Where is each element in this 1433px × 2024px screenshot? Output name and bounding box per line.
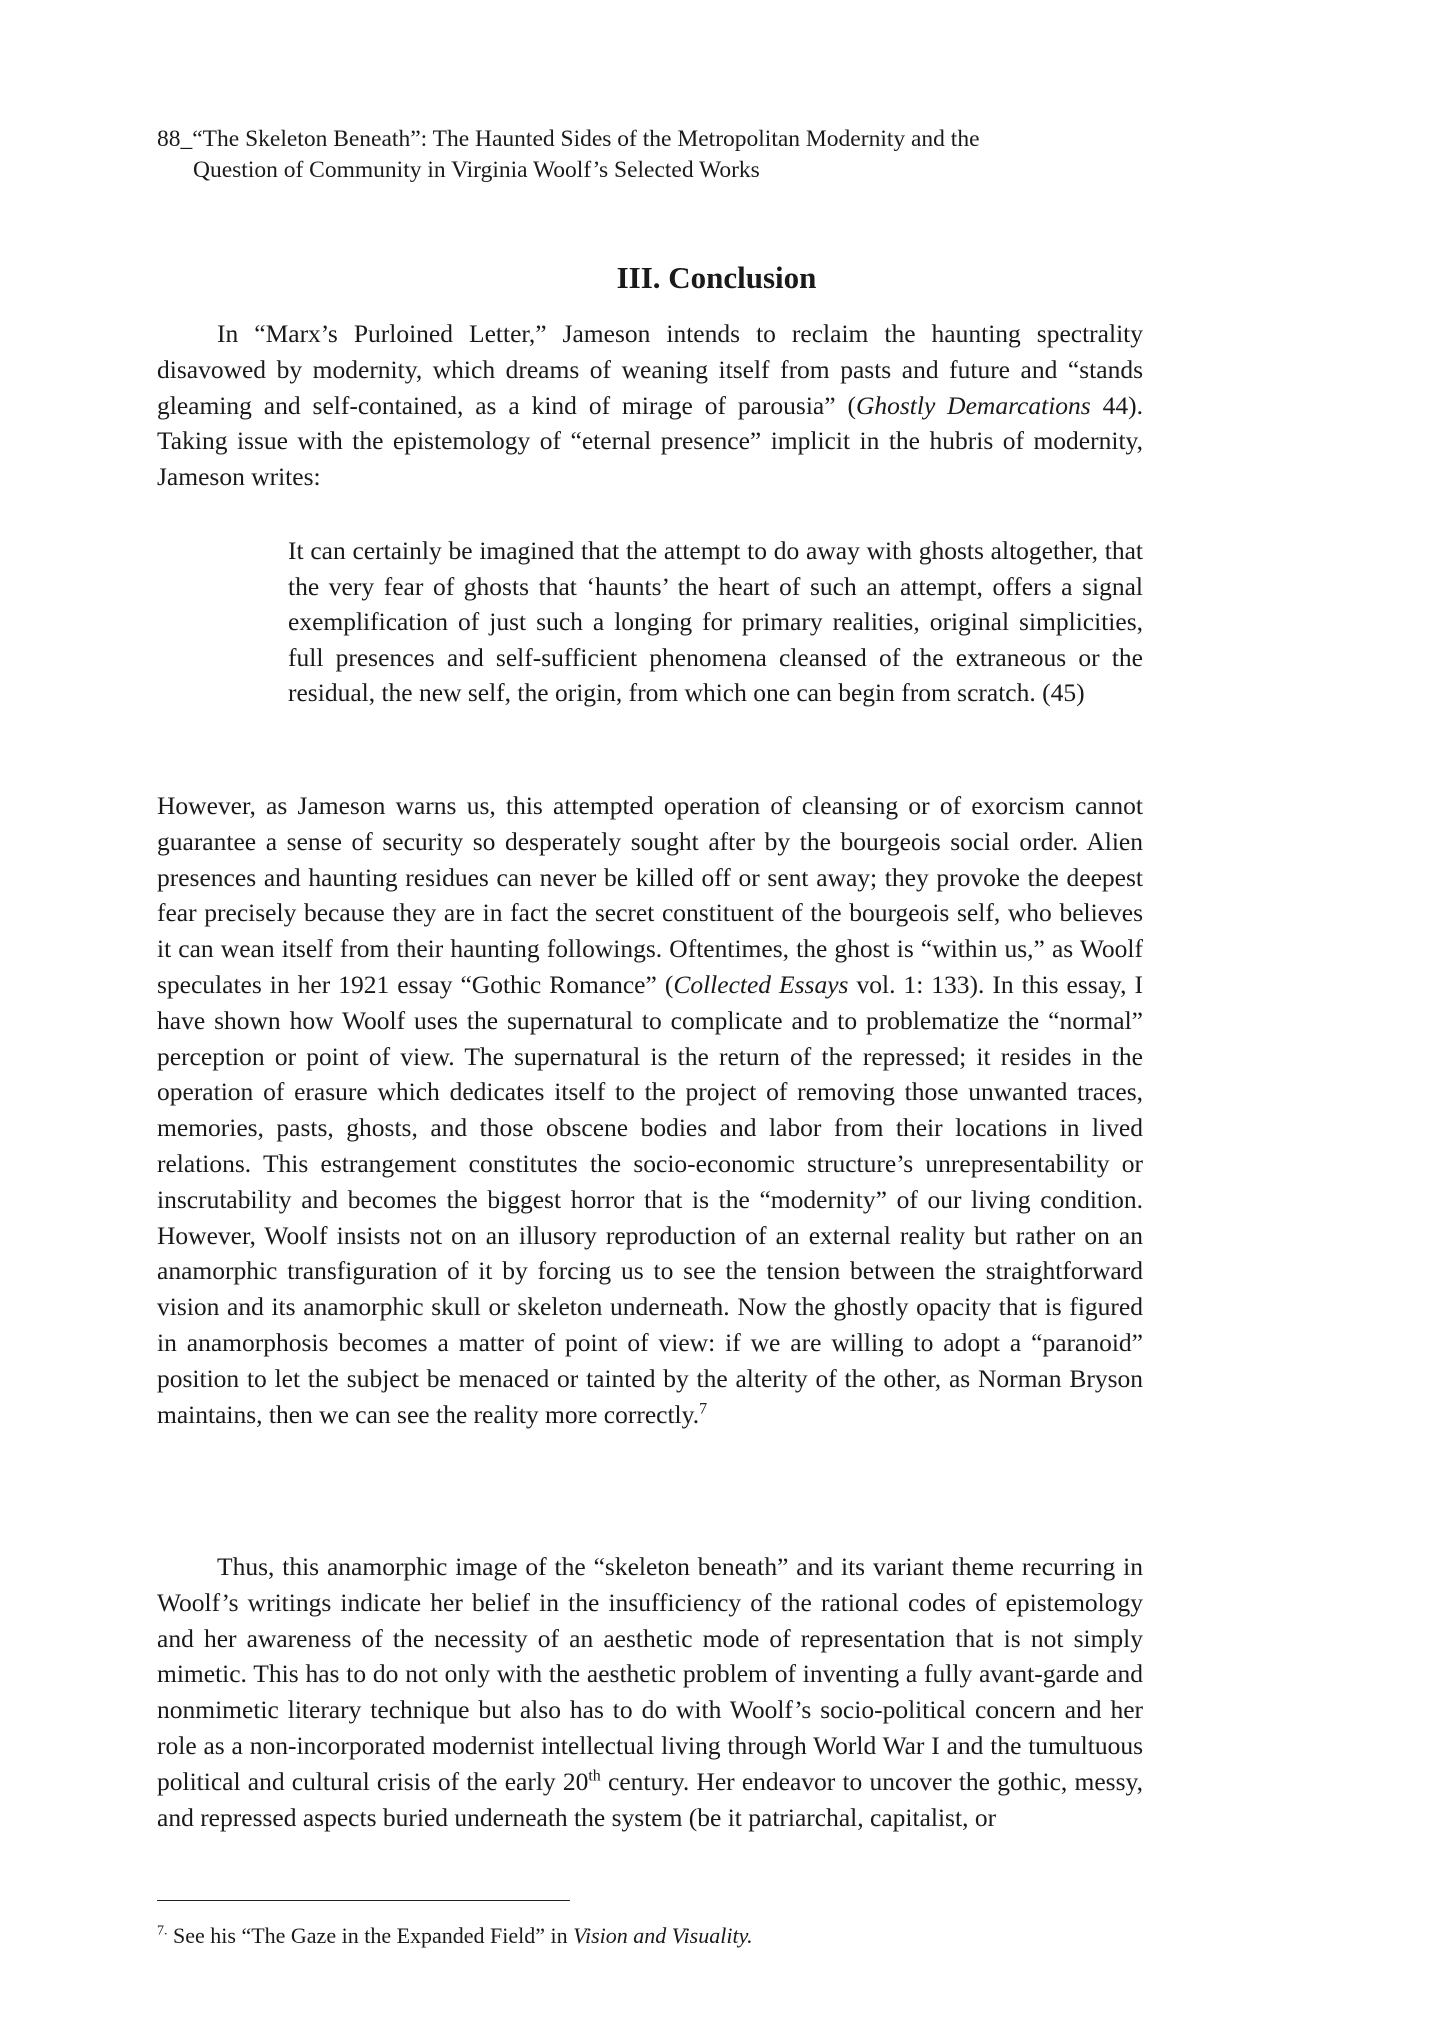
paragraph-2-text-a: However, as Jameson warns us, this attempted operation of cleansing or of exorcism cannot guarantee a sense of security so desperately sought after by the bourgeois social order. Alien presences and haunting residues can never be killed off or sent away; they provoke the deepest fear precisely because they are in fact the secret constituent of the bourgeois self, who believes it can wean itself from their haunting followings. Oftentimes, the ghost is “within us,” as Woolf speculates in her 1921 essay “Gothic Romance” ( <box>157 791 1143 999</box>
paragraph-1 <box>157 316 1143 495</box>
paragraph-3-text-b: century. Her endeavor to uncover the gothic, messy, and repressed aspects buried underneath the system (be it patriarchal, capitalist, or <box>157 1766 1143 1832</box>
section-title: III. Conclusion <box>616 260 817 295</box>
running-head-line-2: Question of Community in Virginia Woolf’s Selected Works <box>193 157 760 183</box>
page-number: 88 <box>157 126 181 152</box>
paragraph-2 <box>157 788 1143 1432</box>
footnote-reference: 7 <box>699 1400 708 1418</box>
footnote-marker: 7. <box>157 1923 168 1939</box>
citation-title-collected-essays: Collected Essays <box>673 969 849 999</box>
paragraph-1-text-b: 44). Taking issue with the epistemology of “eternal presence” implicit in the hubris of modernity, Jameson writes: <box>157 390 1144 492</box>
paragraph-3-text-a: Thus, this anamorphic image of the “skeleton beneath” and its variant theme recurring in Woolf’s writings indicate her belief in the insufficiency of the rational codes of epistemology and her awareness of the necessity of an aesthetic mode of representation that is not simply mimetic. This has to do not only with the aesthetic problem of inventing a fully avant-garde and nonmimetic literary technique but also has to do with Woolf’s socio-political concern and her role as a non-incorporated modernist intellectual living through World War I and the tumultuous political and cultural crisis of the early 20 <box>157 1552 1143 1796</box>
running-head-line-1: _“The Skeleton Beneath”: The Haunted Sides of the Metropolitan Modernity and the <box>180 126 980 152</box>
ordinal-superscript: th <box>588 1767 601 1785</box>
paragraph-3 <box>157 1549 1143 1835</box>
footnote-title-vision-and-visuality: Vision and Visuality. <box>573 1923 753 1948</box>
paragraph-2-text-b: vol. 1: 133). In this essay, I have shown how Woolf uses the supernatural to complicate and to problematize the “normal” perception or point of view. The supernatural is the return of the repressed; it resides in the operation of erasure which dedicates itself to the project of removing those unwanted traces, memories, pasts, ghosts, and those obscene bodies and labor from their locations in lived relations. This estrangement constitutes the socio-economic structure’s unrepresentability or inscrutability and becomes the biggest horror that is the “modernity” of our living condition. However, Woolf insists not on an illusory reproduction of an external reality but rather on an anamorphic transfiguration of it by forcing us to see the tension between the straightforward vision and its anamorphic skull or skeleton underneath. Now the ghostly opacity that is figured in anamorphosis becomes a matter of point of view: if we are willing to adopt a “paranoid” position to let the subject be menaced or tainted by the alterity of the other, as Norman Bryson maintains, then we can see the reality more correctly. <box>157 969 1143 1429</box>
footnote-7 <box>157 1921 1157 1951</box>
citation-title-ghostly-demarcations: Ghostly Demarcations <box>855 390 1091 420</box>
running-head <box>157 124 1157 186</box>
footnote-divider <box>157 1900 570 1901</box>
footnote-text: See his “The Gaze in the Expanded Field” in <box>167 1923 574 1948</box>
block-quote: It can certainly be imagined that the attempt to do away with ghosts altogether, that the very fear of ghosts that ‘haunts’ the heart of such an attempt, offers a signal exemplification of just such a longing for primary realities, original simplicities, full presences and self-sufficient phenomena cleansed of the extraneous or the residual, the new self, the origin, from which one can begin from scratch. (45) <box>288 536 1143 707</box>
paragraph-1-text-a: In “Marx’s Purloined Letter,” Jameson intends to reclaim the haunting spectrality disavowed by modernity, which dreams of weaning itself from pasts and future and “stands gleaming and self-contained, as a kind of mirage of parousia” ( <box>157 319 1143 420</box>
